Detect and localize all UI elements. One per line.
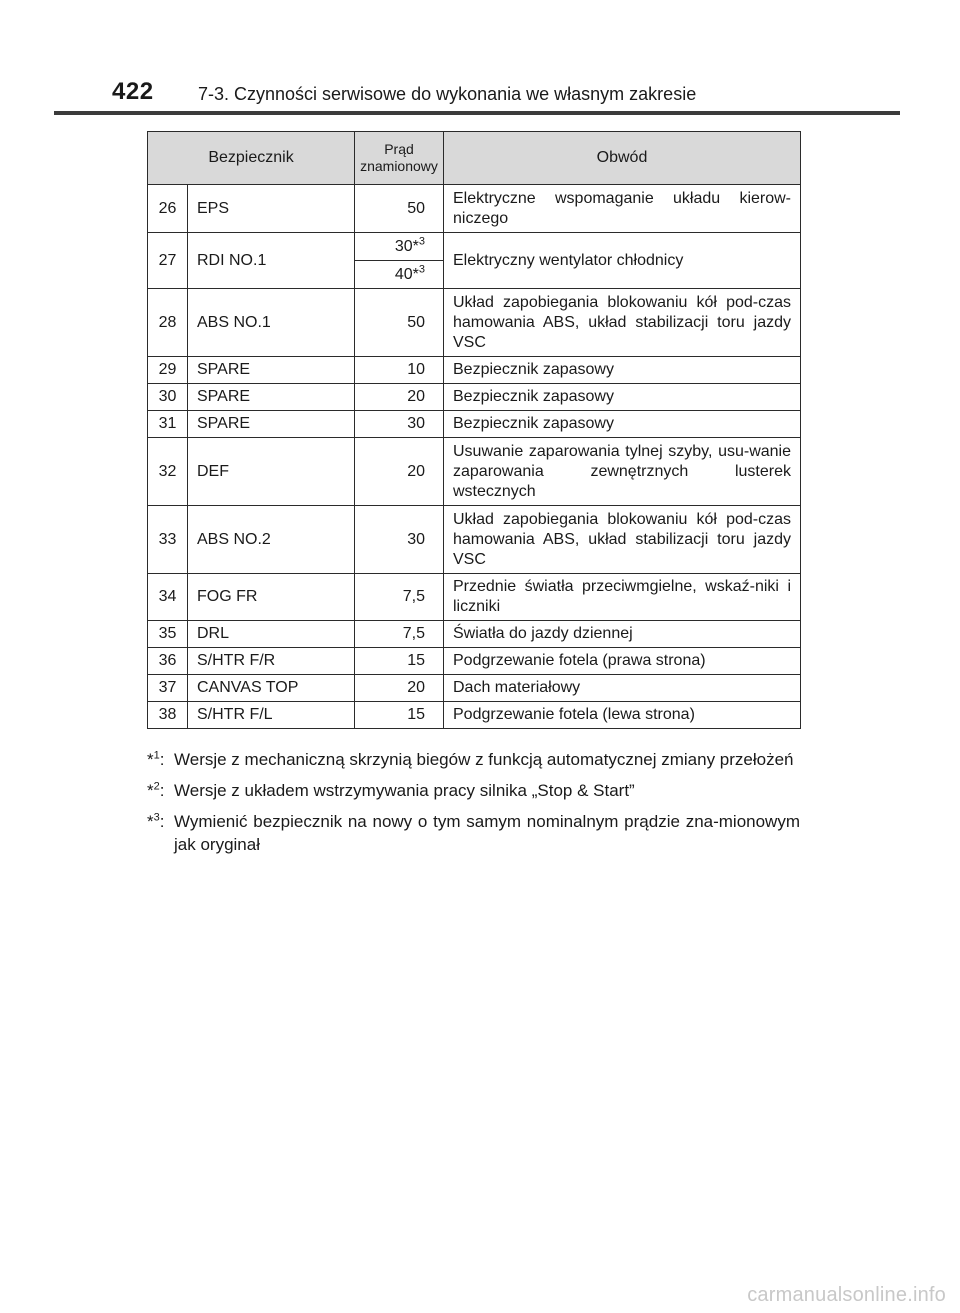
fuse-number: 27 (148, 233, 188, 289)
table-row (148, 675, 801, 702)
fuse-name: DRL (188, 621, 355, 648)
fuse-current: 20 (355, 438, 444, 506)
fuse-name: EPS (188, 185, 355, 233)
fuse-table (147, 131, 801, 729)
fuse-name: SPARE (188, 411, 355, 438)
footnote-text: Wersje z układem wstrzymywania pracy silnika „Stop & Start” (174, 781, 635, 800)
footnote (147, 748, 800, 771)
footnotes (147, 748, 800, 864)
fuse-current: 40*$^3$ (355, 261, 444, 289)
header-rule (54, 111, 900, 115)
fuse-name: SPARE (188, 357, 355, 384)
fuse-circuit: Elektryczne wspomaganie układu kierow-niczego (444, 185, 801, 233)
fuse-number: 31 (148, 411, 188, 438)
fuse-circuit: Bezpiecznik zapasowy (444, 384, 801, 411)
fuse-name: DEF (188, 438, 355, 506)
fuse-circuit: Światła do jazdy dziennej (444, 621, 801, 648)
footnote-mark: *$^2$: (147, 780, 165, 800)
header-current-line1: Prąd (384, 141, 414, 157)
fuse-circuit: Bezpiecznik zapasowy (444, 411, 801, 438)
page-header (0, 0, 960, 118)
table-row (148, 185, 801, 233)
fuse-number: 32 (148, 438, 188, 506)
fuse-circuit: Układ zapobiegania blokowaniu kół pod-czas hamowania ABS, układ stabilizacji toru jazdy VSC (444, 289, 801, 357)
fuse-name: ABS NO.1 (188, 289, 355, 357)
fuse-number: 26 (148, 185, 188, 233)
fuse-number: 30 (148, 384, 188, 411)
fuse-current: 15 (355, 648, 444, 675)
fuse-current: 15 (355, 702, 444, 729)
fuse-name: SPARE (188, 384, 355, 411)
table-row (148, 411, 801, 438)
page-number: 422 (112, 78, 154, 105)
fuse-current: 30 (355, 506, 444, 574)
fuse-number: 33 (148, 506, 188, 574)
header-current-line2: znamionowy (360, 158, 438, 174)
table-row (148, 702, 801, 729)
fuse-number: 29 (148, 357, 188, 384)
fuse-number: 34 (148, 574, 188, 621)
fuse-number: 38 (148, 702, 188, 729)
fuse-number: 28 (148, 289, 188, 357)
fuse-circuit: Podgrzewanie fotela (lewa strona) (444, 702, 801, 729)
footnote-mark: *$^3$: (147, 811, 165, 831)
header-fuse: Bezpiecznik (148, 132, 355, 185)
footnote (147, 810, 800, 856)
fuse-circuit: Przednie światła przeciwmgielne, wskaź-niki i liczniki (444, 574, 801, 621)
fuse-number: 35 (148, 621, 188, 648)
fuse-name: S/HTR F/L (188, 702, 355, 729)
fuse-name: CANVAS TOP (188, 675, 355, 702)
fuse-number: 36 (148, 648, 188, 675)
watermark: carmanualsonline.info (747, 1284, 946, 1306)
fuse-name: S/HTR F/R (188, 648, 355, 675)
fuse-circuit: Bezpiecznik zapasowy (444, 357, 801, 384)
table-header-row (148, 132, 801, 185)
footnote-text: Wersje z mechaniczną skrzynią biegów z funkcją automatycznej zmiany przełożeń (174, 750, 794, 769)
table-row (148, 233, 801, 261)
fuse-circuit: Usuwanie zaparowania tylnej szyby, usu-wanie zaparowania zewnętrznych lusterek wstecznych (444, 438, 801, 506)
table-row (148, 384, 801, 411)
table-row (148, 438, 801, 506)
fuse-current: 30 (355, 411, 444, 438)
fuse-current: 7,5 (355, 574, 444, 621)
fuse-current: 20 (355, 384, 444, 411)
fuse-table-body (148, 185, 801, 729)
table-row (148, 621, 801, 648)
footnote (147, 779, 800, 802)
table-row (148, 289, 801, 357)
fuse-current: 50 (355, 185, 444, 233)
fuse-number: 37 (148, 675, 188, 702)
fuse-current: 10 (355, 357, 444, 384)
fuse-current: 20 (355, 675, 444, 702)
fuse-name: ABS NO.2 (188, 506, 355, 574)
fuse-current: 50 (355, 289, 444, 357)
section-title: 7-3. Czynności serwisowe do wykonania we własnym zakresie (198, 84, 697, 104)
header-circuit: Obwód (444, 132, 801, 185)
fuse-circuit: Dach materiałowy (444, 675, 801, 702)
fuse-circuit: Podgrzewanie fotela (prawa strona) (444, 648, 801, 675)
table-row (148, 648, 801, 675)
fuse-current: 7,5 (355, 621, 444, 648)
fuse-circuit: Elektryczny wentylator chłodnicy (444, 233, 801, 289)
table-row (148, 506, 801, 574)
fuse-name: FOG FR (188, 574, 355, 621)
footnote-mark: *$^1$: (147, 749, 165, 769)
fuse-name: RDI NO.1 (188, 233, 355, 289)
table-row (148, 357, 801, 384)
fuse-circuit: Układ zapobiegania blokowaniu kół pod-czas hamowania ABS, układ stabilizacji toru jazdy VSC (444, 506, 801, 574)
fuse-current: 30*$^3$ (355, 233, 444, 261)
header-current (355, 132, 444, 185)
footnote-text: Wymienić bezpiecznik na nowy o tym samym nominalnym prądzie zna-mionowym jak oryginał (174, 812, 800, 854)
table-row (148, 574, 801, 621)
